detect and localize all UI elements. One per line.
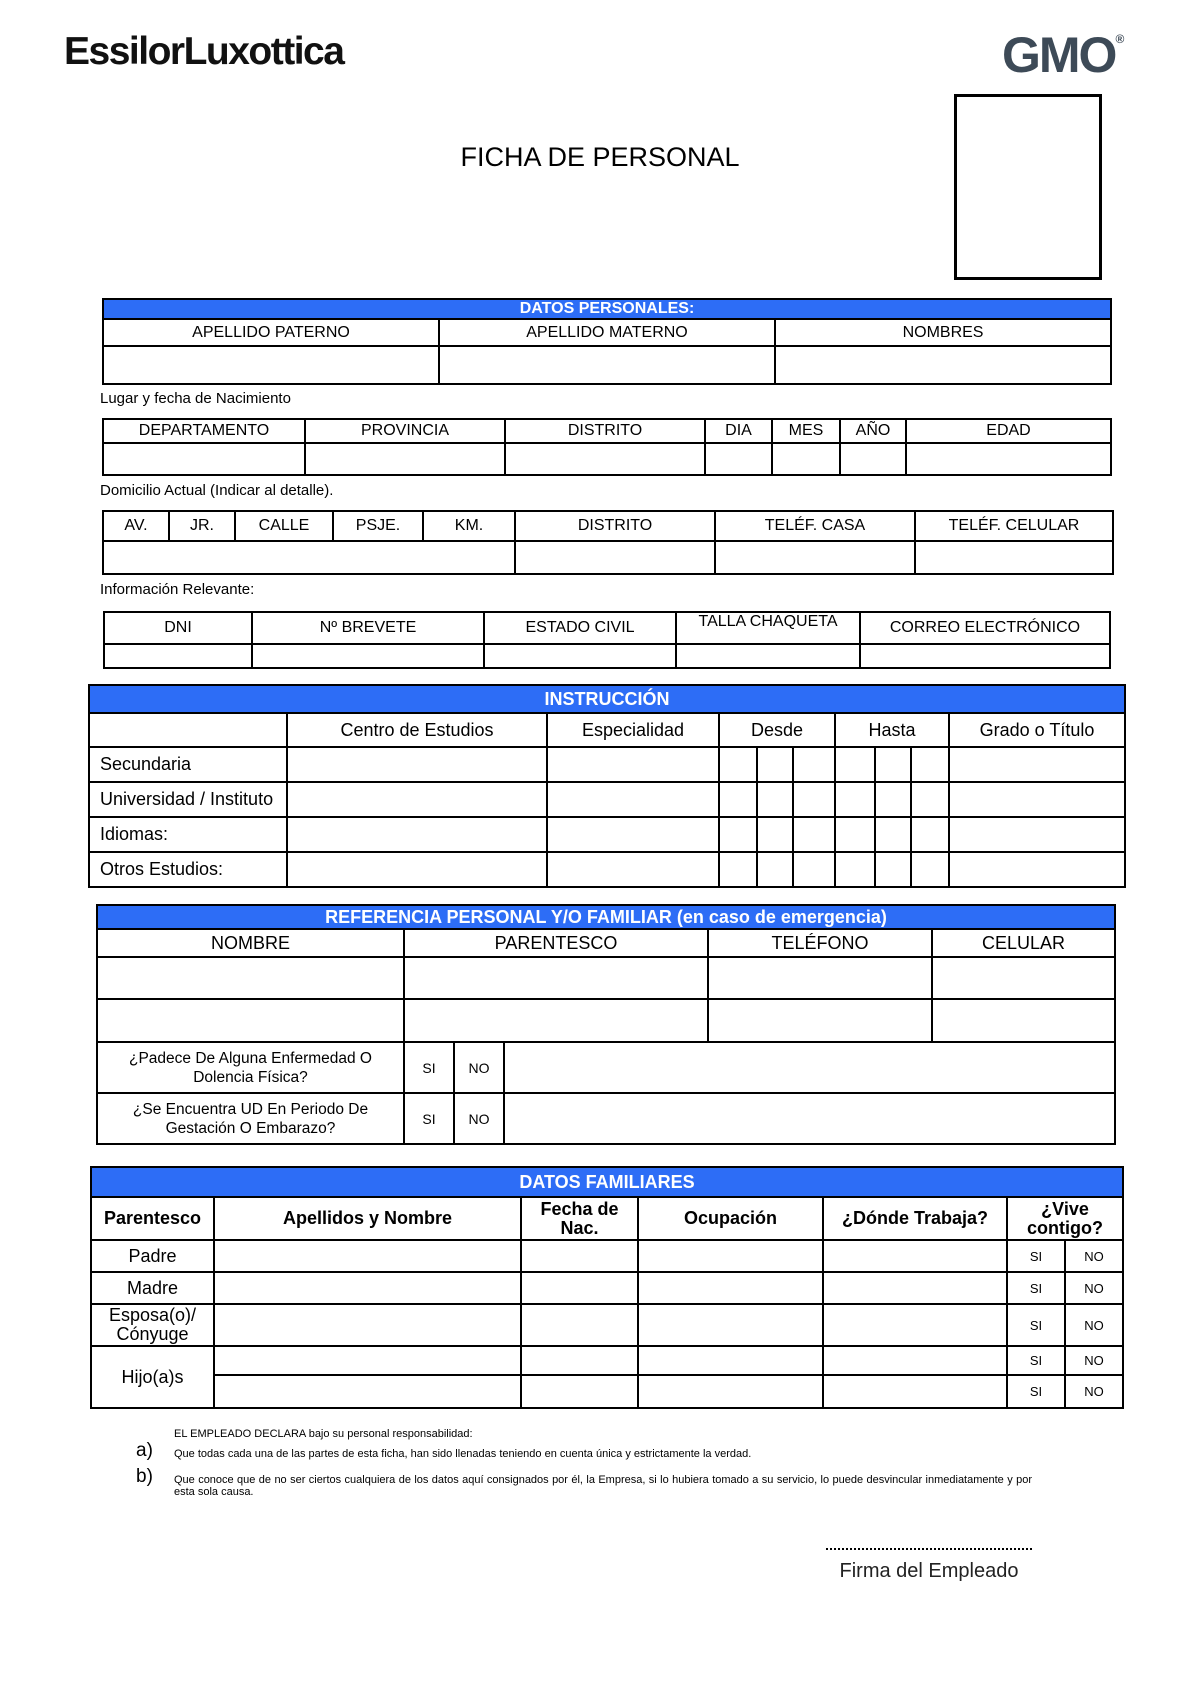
dni-header: DNI (104, 612, 252, 644)
cell-input[interactable] (823, 1272, 1007, 1304)
telef-casa-field[interactable] (715, 541, 915, 574)
table-row (91, 1240, 1123, 1272)
row-label-padre: Padre (91, 1240, 214, 1272)
cell-input[interactable] (949, 782, 1125, 817)
cell-input[interactable] (793, 747, 835, 782)
grado-titulo-header: Grado o Título (949, 713, 1125, 747)
cell-input[interactable] (287, 852, 547, 887)
edad-field[interactable] (906, 443, 1111, 475)
estado-civil-header: ESTADO CIVIL (484, 612, 676, 644)
birth-caption: Lugar y fecha de Nacimiento (100, 390, 291, 407)
cell-input[interactable] (835, 817, 875, 852)
cell-input[interactable] (932, 957, 1115, 999)
cell-input[interactable] (719, 852, 757, 887)
info-caption: Información Relevante: (100, 581, 255, 598)
row-label-secundaria: Secundaria (89, 747, 287, 782)
ref-telefono-header: TELÉFONO (708, 929, 932, 957)
cell-input[interactable] (911, 852, 949, 887)
referencia-bar: REFERENCIA PERSONAL Y/O FAMILIAR (en caso de emergencia) (97, 905, 1115, 929)
row-label-madre: Madre (91, 1272, 214, 1304)
cell-input[interactable] (835, 782, 875, 817)
cell-input[interactable] (97, 957, 404, 999)
gestacion-no[interactable]: NO (454, 1093, 504, 1144)
brevete-field[interactable] (252, 644, 484, 668)
donde-trabaja-header: ¿Dónde Trabaja? (823, 1197, 1007, 1240)
conyuge-no[interactable]: NO (1065, 1304, 1123, 1346)
address-table (102, 510, 1114, 575)
cell-input[interactable] (793, 782, 835, 817)
telef-celular-field[interactable] (915, 541, 1113, 574)
departamento-field[interactable] (103, 443, 305, 475)
table-row (91, 1346, 1123, 1375)
cell-input[interactable] (638, 1272, 823, 1304)
row-label-hijos: Hijo(a)s (91, 1346, 214, 1408)
row-label-conyuge: Esposa(o)/ Cónyuge (91, 1304, 214, 1346)
cell-input[interactable] (214, 1346, 521, 1375)
table-row (89, 817, 1125, 852)
ocupacion-header: Ocupación (638, 1197, 823, 1240)
hasta-header: Hasta (835, 713, 949, 747)
essilorluxottica-logo: EssilorLuxottica (64, 30, 344, 73)
cell-input[interactable] (757, 852, 793, 887)
instruccion-table (88, 684, 1126, 888)
familiares-table (90, 1166, 1124, 1409)
datos-personales-bar: DATOS PERSONALES: (103, 299, 1111, 319)
cell-input[interactable] (287, 817, 547, 852)
cell-input[interactable] (823, 1346, 1007, 1375)
apellido-materno-field[interactable] (439, 346, 775, 384)
cell-input[interactable] (835, 747, 875, 782)
cell-input[interactable] (638, 1304, 823, 1346)
departamento-header: DEPARTAMENTO (103, 419, 305, 443)
distrito-field[interactable] (505, 443, 705, 475)
cell-input[interactable] (547, 747, 719, 782)
dni-field[interactable] (104, 644, 252, 668)
apellido-materno-header: APELLIDO MATERNO (439, 319, 775, 346)
registered-mark: ® (1115, 32, 1125, 46)
info-table (103, 611, 1111, 669)
dia-header: DIA (705, 419, 772, 443)
cell-input[interactable] (757, 817, 793, 852)
cell-input[interactable] (521, 1375, 638, 1408)
cell-input[interactable] (719, 747, 757, 782)
apellido-paterno-field[interactable] (103, 346, 439, 384)
cell-input[interactable] (287, 747, 547, 782)
cell-input[interactable] (521, 1346, 638, 1375)
enfermedad-si[interactable]: SI (404, 1042, 454, 1093)
cell-input[interactable] (823, 1375, 1007, 1408)
anio-field[interactable] (840, 443, 906, 475)
table-row (89, 782, 1125, 817)
cell-input[interactable] (949, 852, 1125, 887)
address-field[interactable] (103, 541, 515, 574)
gestacion-question: ¿Se Encuentra UD En Periodo De Gestación O Embarazo? (97, 1093, 404, 1144)
dia-field[interactable] (705, 443, 772, 475)
gmo-logo (1002, 26, 1124, 84)
centro-estudios-header: Centro de Estudios (287, 713, 547, 747)
row-label-universidad: Universidad / Instituto (89, 782, 287, 817)
cell-input[interactable] (214, 1304, 521, 1346)
address-caption: Domicilio Actual (Indicar al detalle). (100, 482, 334, 499)
madre-si[interactable]: SI (1007, 1272, 1065, 1304)
instruccion-bar: INSTRUCCIÓN (89, 685, 1125, 713)
familiares-bar: DATOS FAMILIARES (91, 1167, 1123, 1197)
telef-celular-header: TELÉF. CELULAR (915, 511, 1113, 541)
brevete-header: Nº BREVETE (252, 612, 484, 644)
cell-input[interactable] (835, 852, 875, 887)
declaracion-b-letter: b) (136, 1466, 153, 1487)
declaracion-intro: EL EMPLEADO DECLARA bajo su personal responsabilidad: (174, 1428, 473, 1440)
cell-input[interactable] (719, 817, 757, 852)
cell-input[interactable] (214, 1272, 521, 1304)
talla-chaqueta-header: TALLA CHAQUETA (676, 612, 860, 644)
cell-input[interactable] (911, 747, 949, 782)
padre-si[interactable]: SI (1007, 1240, 1065, 1272)
apellidos-nombre-header: Apellidos y Nombre (214, 1197, 521, 1240)
parentesco-header: Parentesco (91, 1197, 214, 1240)
cell-input[interactable] (521, 1240, 638, 1272)
cell-input[interactable] (547, 817, 719, 852)
cell-input[interactable] (911, 782, 949, 817)
madre-no[interactable]: NO (1065, 1272, 1123, 1304)
mes-field[interactable] (772, 443, 840, 475)
jr-header: JR. (169, 511, 235, 541)
declaracion-a-text: Que todas cada una de las partes de esta ficha, han sido llenadas teniendo en cuenta única y estrictamente la verdad. (174, 1448, 752, 1460)
cell-input[interactable] (638, 1375, 823, 1408)
psje-header: PSJE. (333, 511, 423, 541)
cell-input[interactable] (97, 999, 404, 1042)
hijo1-si[interactable]: SI (1007, 1346, 1065, 1375)
cell-input[interactable] (708, 999, 932, 1042)
cell-input[interactable] (404, 957, 708, 999)
signature-line[interactable] (826, 1548, 1032, 1550)
hijo2-si[interactable]: SI (1007, 1375, 1065, 1408)
table-row (89, 747, 1125, 782)
provincia-header: PROVINCIA (305, 419, 505, 443)
telef-casa-header: TELÉF. CASA (715, 511, 915, 541)
correo-header: CORREO ELECTRÓNICO (860, 612, 1110, 644)
page-title: FICHA DE PERSONAL (460, 142, 740, 172)
cell-input[interactable] (521, 1304, 638, 1346)
enfermedad-no[interactable]: NO (454, 1042, 504, 1093)
calle-header: CALLE (235, 511, 333, 541)
conyuge-si[interactable]: SI (1007, 1304, 1065, 1346)
row-label-otros-estudios: Otros Estudios: (89, 852, 287, 887)
cell-input[interactable] (793, 852, 835, 887)
fecha-nac-header: Fecha de Nac. (521, 1197, 638, 1240)
cell-input[interactable] (719, 782, 757, 817)
edad-header: EDAD (906, 419, 1111, 443)
photo-box[interactable] (954, 94, 1102, 280)
cell-input[interactable] (949, 747, 1125, 782)
gmo-logo-text: GMO (1002, 27, 1116, 83)
apellido-paterno-header: APELLIDO PATERNO (103, 319, 439, 346)
km-header: KM. (423, 511, 515, 541)
cell-input[interactable] (638, 1240, 823, 1272)
cell-input[interactable] (214, 1375, 521, 1408)
provincia-field[interactable] (305, 443, 505, 475)
cell-input[interactable] (823, 1304, 1007, 1346)
cell-input[interactable] (875, 747, 911, 782)
ref-celular-header: CELULAR (932, 929, 1115, 957)
cell-input[interactable] (757, 782, 793, 817)
cell-input[interactable] (875, 817, 911, 852)
row-label-idiomas: Idiomas: (89, 817, 287, 852)
cell-input[interactable] (404, 999, 708, 1042)
ref-nombre-header: NOMBRE (97, 929, 404, 957)
estado-civil-field[interactable] (484, 644, 676, 668)
hijo1-no[interactable]: NO (1065, 1346, 1123, 1375)
cell-input[interactable] (823, 1240, 1007, 1272)
cell-input[interactable] (793, 817, 835, 852)
enfermedad-question: ¿Padece De Alguna Enfermedad O Dolencia Física? (97, 1042, 404, 1093)
mes-header: MES (772, 419, 840, 443)
cell-input[interactable] (875, 782, 911, 817)
vive-contigo-header: ¿Vive contigo? (1007, 1197, 1123, 1240)
table-row (89, 852, 1125, 887)
birth-table (102, 418, 1112, 476)
cell-input[interactable] (949, 817, 1125, 852)
table-row (97, 957, 1115, 999)
address-distrito-header: DISTRITO (515, 511, 715, 541)
ref-parentesco-header: PARENTESCO (404, 929, 708, 957)
referencia-table (96, 904, 1116, 1145)
table-row (91, 1304, 1123, 1346)
nombres-field[interactable] (775, 346, 1111, 384)
cell-input[interactable] (547, 782, 719, 817)
gestacion-detail-field[interactable] (504, 1093, 1115, 1144)
cell-input[interactable] (547, 852, 719, 887)
cell-input[interactable] (708, 957, 932, 999)
cell-input[interactable] (287, 782, 547, 817)
cell-input[interactable] (638, 1346, 823, 1375)
table-row (91, 1375, 1123, 1408)
enfermedad-detail-field[interactable] (504, 1042, 1115, 1093)
padre-no[interactable]: NO (1065, 1240, 1123, 1272)
gestacion-si[interactable]: SI (404, 1093, 454, 1144)
table-row (91, 1272, 1123, 1304)
table-row (97, 999, 1115, 1042)
cell-input[interactable] (521, 1272, 638, 1304)
instruccion-corner (89, 713, 287, 747)
declaracion-b-text: Que conoce que de no ser ciertos cualquiera de los datos aquí consignados por él, la Empresa, si lo hubiera tomado a su servicio, lo puede desvincular inmediatamente y por esta sola causa. (174, 1474, 1032, 1498)
cell-input[interactable] (875, 852, 911, 887)
desde-header: Desde (719, 713, 835, 747)
hijo2-no[interactable]: NO (1065, 1375, 1123, 1408)
especialidad-header: Especialidad (547, 713, 719, 747)
personal-names-table (102, 298, 1112, 385)
anio-header: AÑO (840, 419, 906, 443)
distrito-header: DISTRITO (505, 419, 705, 443)
declaracion-a-letter: a) (136, 1440, 153, 1461)
signature-label: Firma del Empleado (839, 1560, 1019, 1582)
cell-input[interactable] (911, 817, 949, 852)
address-distrito-field[interactable] (515, 541, 715, 574)
cell-input[interactable] (214, 1240, 521, 1272)
talla-chaqueta-field[interactable] (676, 644, 860, 668)
av-header: AV. (103, 511, 169, 541)
correo-field[interactable] (860, 644, 1110, 668)
cell-input[interactable] (757, 747, 793, 782)
nombres-header: NOMBRES (775, 319, 1111, 346)
cell-input[interactable] (932, 999, 1115, 1042)
